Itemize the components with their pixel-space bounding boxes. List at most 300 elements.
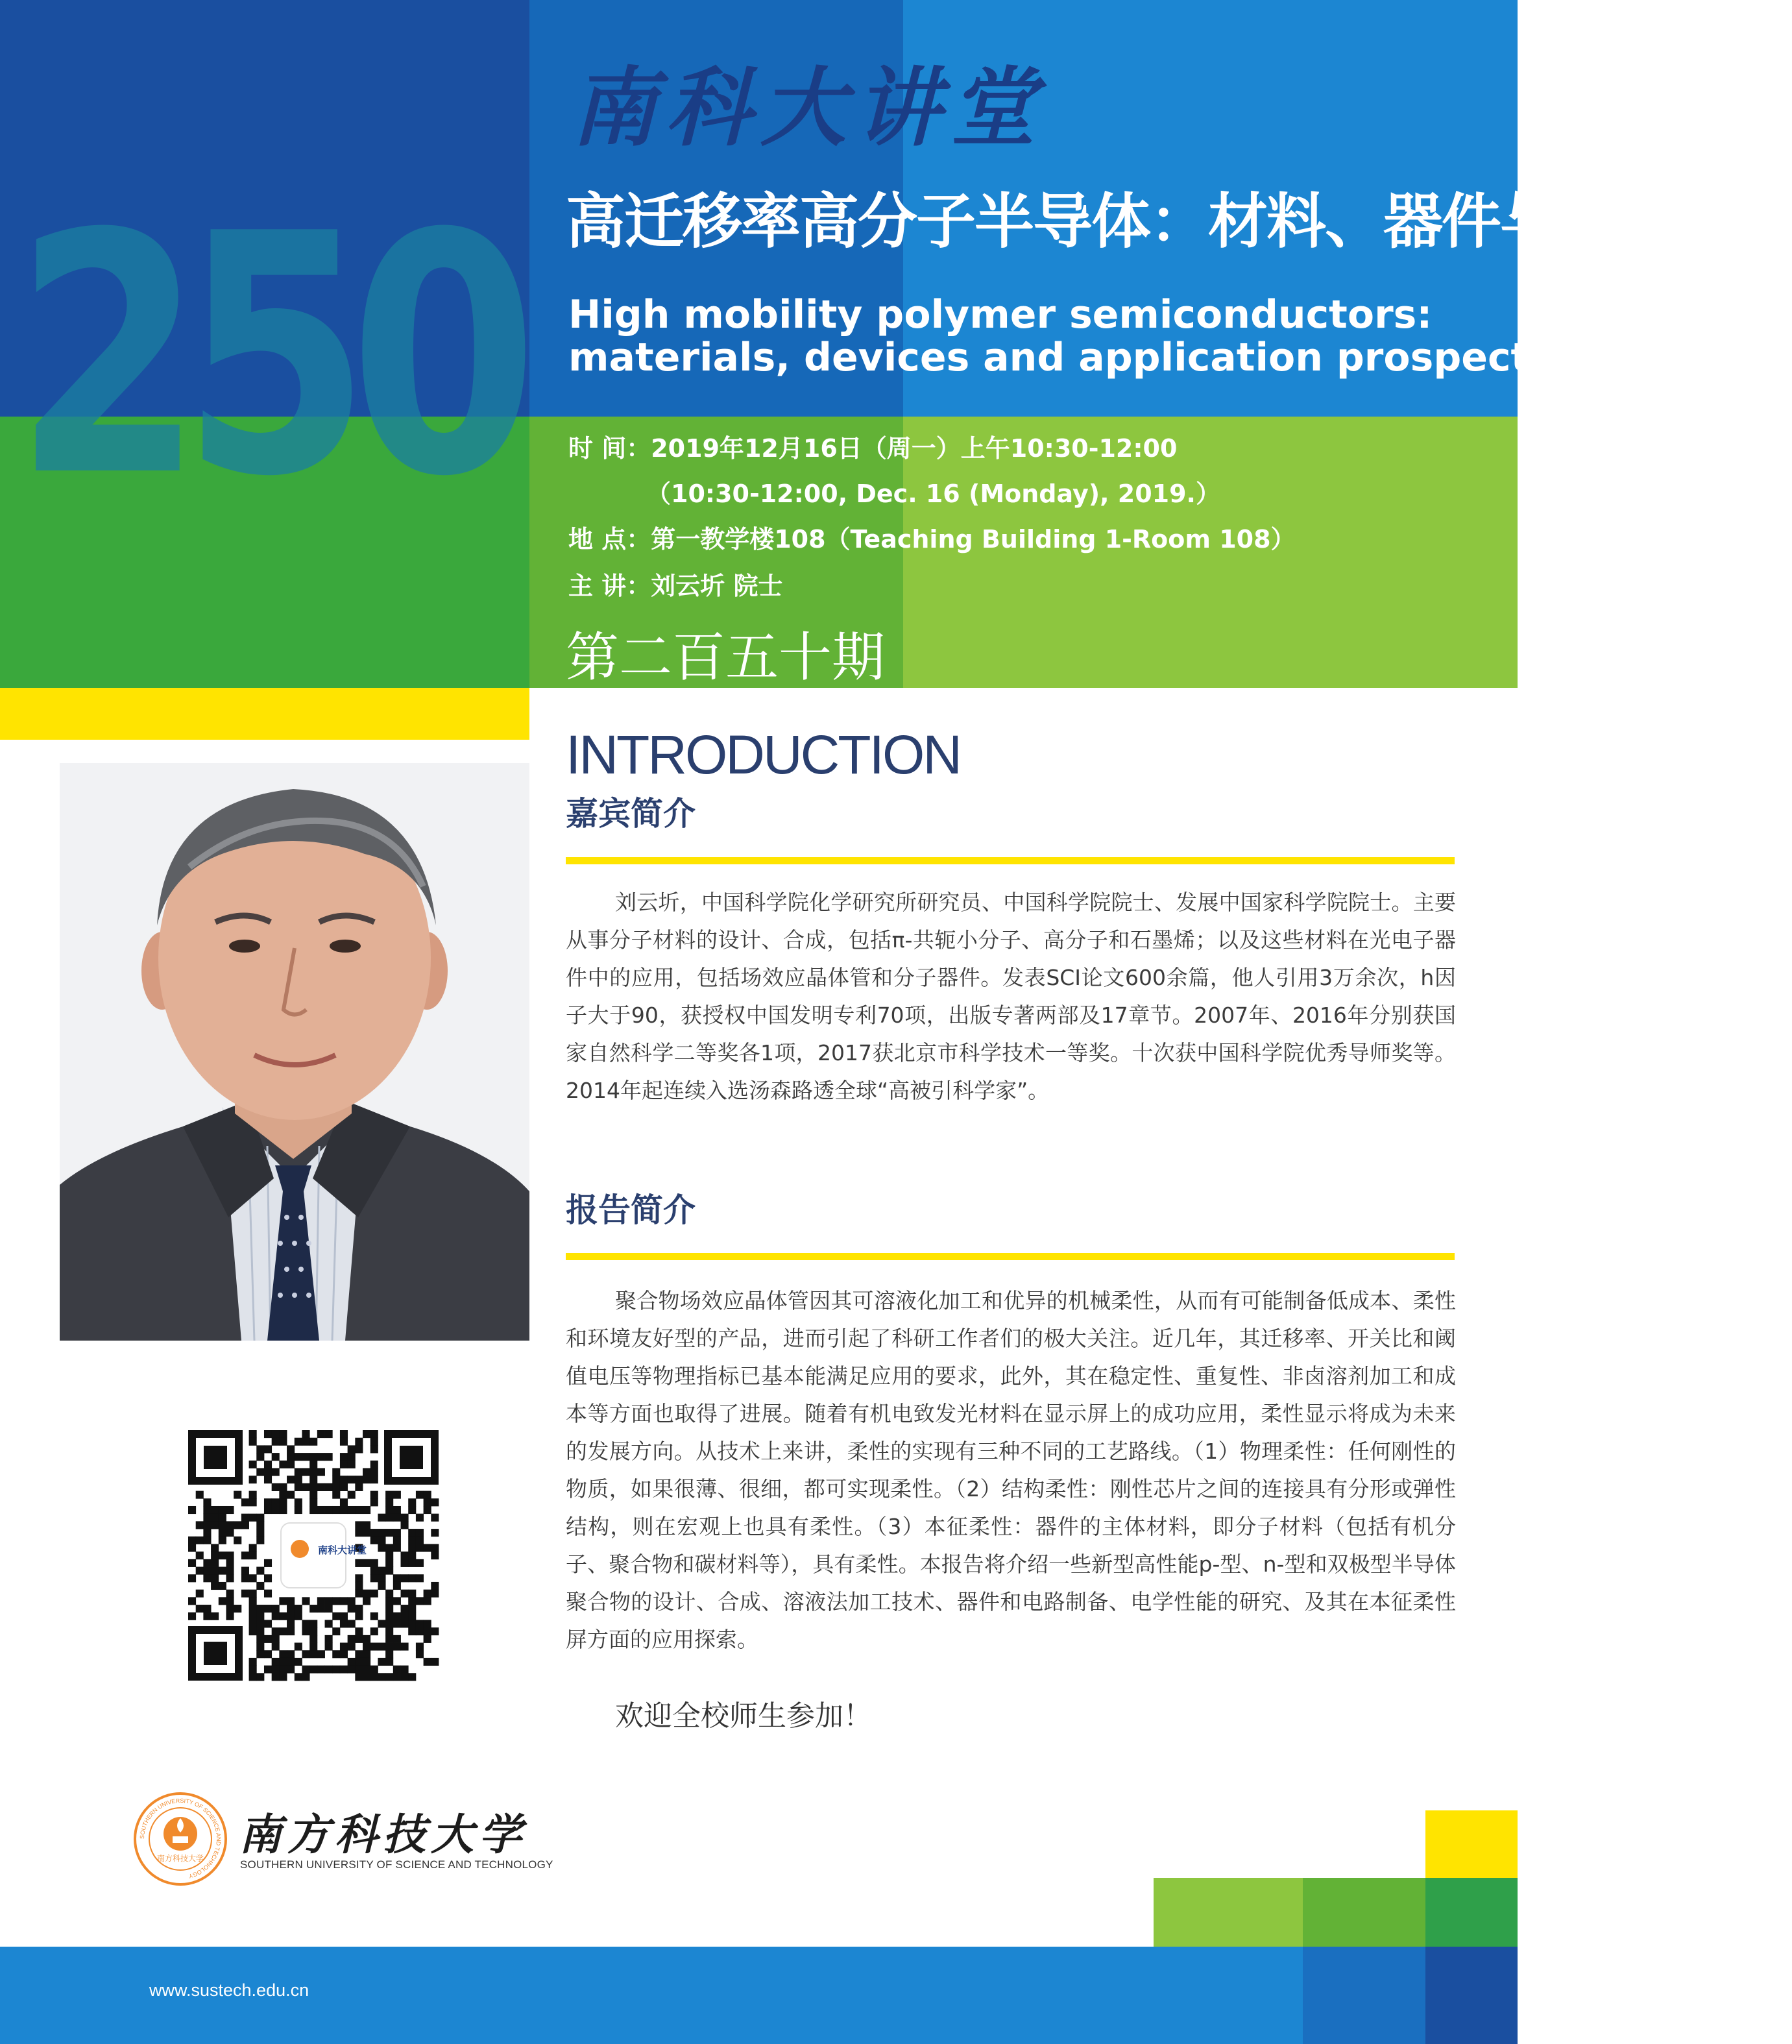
qr-module [393, 1529, 401, 1537]
qr-module [363, 1590, 370, 1598]
qr-module [309, 1506, 317, 1514]
qr-module [226, 1567, 234, 1575]
qr-module [363, 1650, 370, 1658]
qr-module [416, 1491, 424, 1499]
qr-module [370, 1476, 378, 1483]
qr-module [340, 1498, 348, 1506]
qr-center-label: 南科大讲堂 [318, 1544, 367, 1556]
qr-module [279, 1506, 287, 1514]
qr-module [355, 1650, 363, 1658]
qr-module [378, 1673, 385, 1681]
qr-module [287, 1650, 295, 1658]
event-speaker: 主 讲：刘云圻 院士 [568, 572, 783, 600]
qr-module [363, 1643, 370, 1651]
qr-module [256, 1468, 264, 1476]
qr-module [408, 1498, 416, 1506]
qr-module [264, 1430, 272, 1438]
qr-code [188, 1430, 439, 1681]
qr-module [226, 1605, 234, 1612]
qr-module [317, 1650, 325, 1658]
qr-module [188, 1537, 196, 1544]
qr-module [332, 1468, 340, 1476]
emblem-ring-text: SOUTHERN UNIVERSITY OF SCIENCE AND TECHNOLOGY [138, 1797, 223, 1880]
qr-module [264, 1498, 272, 1506]
qr-module [264, 1620, 272, 1627]
qr-module [226, 1590, 234, 1598]
qr-module [363, 1506, 370, 1514]
event-time: 时 间：2019年12月16日（周一）上午10:30-12:00 [568, 434, 1178, 463]
qr-module [256, 1529, 264, 1537]
qr-module [211, 1544, 219, 1551]
qr-module [287, 1666, 295, 1673]
qr-module [332, 1476, 340, 1483]
qr-module [431, 1627, 439, 1635]
qr-module [340, 1438, 348, 1446]
qr-module [203, 1574, 211, 1582]
qr-module [272, 1673, 280, 1681]
qr-module [385, 1590, 393, 1598]
qr-module [226, 1574, 234, 1582]
qr-module [340, 1506, 348, 1514]
qr-module [249, 1627, 257, 1635]
qr-module [408, 1537, 416, 1544]
qr-module [188, 1612, 196, 1620]
qr-module [393, 1537, 401, 1544]
qr-module [256, 1521, 264, 1529]
qr-module [408, 1559, 416, 1567]
qr-module [272, 1627, 280, 1635]
qr-module [355, 1529, 363, 1537]
qr-module [287, 1453, 295, 1461]
qr-module [264, 1574, 272, 1582]
website-link[interactable]: www.sustech.edu.cn [149, 1980, 309, 2000]
qr-module [309, 1453, 317, 1461]
qr-module [348, 1666, 356, 1673]
qr-module [211, 1559, 219, 1567]
qr-module [355, 1559, 363, 1567]
qr-module [401, 1574, 409, 1582]
qr-module [249, 1574, 257, 1582]
qr-module [249, 1438, 257, 1446]
qr-module [279, 1627, 287, 1635]
guest-intro-heading: 嘉宾简介 [566, 795, 696, 833]
qr-module [385, 1673, 393, 1681]
qr-module [256, 1635, 264, 1643]
qr-module [378, 1537, 385, 1544]
qr-module [196, 1590, 204, 1598]
qr-module [279, 1612, 287, 1620]
qr-module [203, 1506, 211, 1514]
qr-module [401, 1514, 409, 1522]
qr-module [408, 1673, 416, 1681]
qr-module [385, 1567, 393, 1575]
qr-module [249, 1673, 257, 1681]
qr-module [355, 1590, 363, 1598]
qr-module [188, 1506, 196, 1514]
qr-module [370, 1468, 378, 1476]
qr-module [370, 1430, 378, 1438]
qr-module [340, 1643, 348, 1651]
qr-module [279, 1491, 287, 1499]
qr-module [196, 1567, 204, 1575]
qr-module [325, 1483, 333, 1491]
qr-module [249, 1476, 257, 1483]
qr-module [340, 1476, 348, 1483]
qr-module [348, 1453, 356, 1461]
qr-module [325, 1506, 333, 1514]
qr-module [287, 1605, 295, 1612]
qr-module [256, 1612, 264, 1620]
qr-module [408, 1574, 416, 1582]
qr-module [332, 1627, 340, 1635]
qr-module [325, 1666, 333, 1673]
qr-module [401, 1521, 409, 1529]
qr-module [302, 1627, 309, 1635]
qr-module [370, 1438, 378, 1446]
qr-module [272, 1438, 280, 1446]
qr-module [355, 1605, 363, 1612]
qr-module [355, 1627, 363, 1635]
qr-module [378, 1582, 385, 1590]
qr-module [408, 1506, 416, 1514]
qr-module [219, 1551, 226, 1559]
qr-module [317, 1597, 325, 1605]
qr-module [279, 1430, 287, 1438]
qr-module [408, 1620, 416, 1627]
qr-module [370, 1673, 378, 1681]
qr-module [401, 1643, 409, 1651]
qr-module [226, 1612, 234, 1620]
qr-module [188, 1574, 196, 1582]
qr-module [317, 1666, 325, 1673]
qr-module [203, 1612, 211, 1620]
qr-module [424, 1506, 431, 1514]
qr-module [226, 1529, 234, 1537]
qr-module [203, 1521, 211, 1529]
qr-module [378, 1567, 385, 1575]
qr-module [363, 1666, 370, 1673]
qr-module [279, 1498, 287, 1506]
qr-module [211, 1567, 219, 1575]
qr-module [370, 1498, 378, 1506]
qr-module [302, 1483, 309, 1491]
qr-module [378, 1529, 385, 1537]
qr-module [363, 1673, 370, 1681]
qr-module [264, 1635, 272, 1643]
qr-module [295, 1498, 302, 1506]
qr-module [234, 1491, 241, 1499]
qr-module [295, 1643, 302, 1651]
footer-block-lime [1154, 1878, 1303, 1947]
qr-module [219, 1514, 226, 1522]
qr-module [348, 1506, 356, 1514]
qr-module [424, 1620, 431, 1627]
qr-module [264, 1666, 272, 1673]
qr-module [393, 1514, 401, 1522]
qr-module [370, 1627, 378, 1635]
qr-module [226, 1521, 234, 1529]
qr-module [249, 1658, 257, 1666]
qr-module [211, 1514, 219, 1522]
qr-module [272, 1658, 280, 1666]
qr-module [325, 1430, 333, 1438]
qr-module [249, 1491, 257, 1499]
qr-module [256, 1605, 264, 1612]
qr-module [385, 1498, 393, 1506]
qr-module [219, 1567, 226, 1575]
qr-module [203, 1559, 211, 1567]
qr-module [416, 1627, 424, 1635]
qr-module [385, 1597, 393, 1605]
qr-module [309, 1627, 317, 1635]
qr-module [355, 1438, 363, 1446]
qr-module [272, 1498, 280, 1506]
qr-module [211, 1506, 219, 1514]
qr-module [295, 1468, 302, 1476]
qr-module [256, 1537, 264, 1544]
qr-module [431, 1514, 439, 1522]
qr-module [385, 1612, 393, 1620]
qr-module [424, 1544, 431, 1551]
qr-module [264, 1506, 272, 1514]
qr-module [287, 1658, 295, 1666]
introduction-heading: INTRODUCTION [566, 724, 960, 785]
qr-module [309, 1635, 317, 1643]
qr-module [348, 1605, 356, 1612]
qr-module [340, 1650, 348, 1658]
qr-module [279, 1461, 287, 1468]
qr-module [385, 1544, 393, 1551]
qr-module [272, 1666, 280, 1673]
qr-module [424, 1597, 431, 1605]
qr-module [302, 1650, 309, 1658]
footer-block-deep-blue [1425, 1947, 1518, 2044]
qr-module [264, 1445, 272, 1453]
qr-module [256, 1673, 264, 1681]
qr-module [370, 1529, 378, 1537]
qr-module [431, 1529, 439, 1537]
qr-module [370, 1461, 378, 1468]
qr-module [309, 1491, 317, 1499]
qr-module [309, 1643, 317, 1651]
qr-module [363, 1476, 370, 1483]
title-english-line-1: High mobility polymer semiconductors: [568, 292, 1433, 337]
qr-module [234, 1605, 241, 1612]
qr-module [385, 1605, 393, 1612]
qr-module [363, 1559, 370, 1567]
qr-module [287, 1612, 295, 1620]
qr-module [424, 1658, 431, 1666]
qr-module [431, 1582, 439, 1590]
qr-module [249, 1551, 257, 1559]
qr-module [264, 1605, 272, 1612]
report-abstract: 聚合物场效应晶体管因其可溶液化加工和优异的机械柔性，从而有可能制备低成本、柔性和环境友好型的产品，进而引起了科研工作者们的极大关注。近几年，其迁移率、开关比和阈值电压等物理指标已基本能满足应用的要求，此外，其在稳定性、重复性、非卤溶剂加工和成本等方面也取得了进展。随着有机电致发光材料在显示屏上的成功应用，柔性显示将成为未来的发展方向。从技术上来讲，柔性的实现有三种不同的工艺路线。（1）物理柔性：任何刚性的物质，如果很薄、很细，都可实现柔性。（2）结构柔性：刚性芯片之间的连接具有分形或弹性结构，则在宏观上也具有柔性。（3）本征柔性：器件的主体材料，即分子材料（包括有机分子、聚合物和碳材料等），具有柔性。本报告将介绍一些新型高性能p-型、n-型和双极型半导体聚合物的设计、合成、溶液法加工技术、器件和电路制备、电学性能的研究、及其在本征柔性屏方面的应用探索。 [566, 1288, 1456, 1652]
qr-module [287, 1491, 295, 1499]
qr-module [393, 1544, 401, 1551]
qr-module [431, 1498, 439, 1506]
qr-module [295, 1658, 302, 1666]
qr-module [203, 1567, 211, 1575]
qr-module [302, 1597, 309, 1605]
qr-module [378, 1620, 385, 1627]
qr-module [385, 1643, 393, 1651]
welcome-message: 欢迎全校师生参加！ [615, 1699, 872, 1733]
qr-module [317, 1605, 325, 1612]
qr-module [317, 1468, 325, 1476]
qr-module [385, 1514, 393, 1522]
qr-module [378, 1643, 385, 1651]
qr-module [340, 1597, 348, 1605]
qr-module [408, 1605, 416, 1612]
qr-module [393, 1597, 401, 1605]
qr-module [416, 1574, 424, 1582]
qr-module [272, 1430, 280, 1438]
qr-module [211, 1582, 219, 1590]
qr-module [279, 1658, 287, 1666]
qr-module [264, 1650, 272, 1658]
qr-module [295, 1438, 302, 1446]
qr-module [393, 1673, 401, 1681]
qr-module [393, 1582, 401, 1590]
qr-module [272, 1643, 280, 1651]
qr-module [203, 1514, 211, 1522]
qr-module [378, 1658, 385, 1666]
qr-module [355, 1476, 363, 1483]
title-english-line-2: materials, devices and application prospects [568, 335, 1553, 380]
qr-module [332, 1650, 340, 1658]
qr-module [370, 1590, 378, 1598]
qr-module [348, 1635, 356, 1643]
qr-module [272, 1453, 280, 1461]
qr-module [355, 1658, 363, 1666]
qr-module [272, 1635, 280, 1643]
qr-module [309, 1483, 317, 1491]
qr-module [226, 1551, 234, 1559]
qr-module [295, 1673, 302, 1681]
qr-module [363, 1468, 370, 1476]
qr-module [401, 1590, 409, 1598]
qr-module [249, 1620, 257, 1627]
qr-module [256, 1650, 264, 1658]
qr-module [431, 1551, 439, 1559]
qr-module [249, 1590, 257, 1598]
qr-module [287, 1445, 295, 1453]
qr-module [332, 1597, 340, 1605]
qr-module [249, 1514, 257, 1522]
qr-module [393, 1612, 401, 1620]
qr-module [309, 1468, 317, 1476]
qr-module [393, 1491, 401, 1499]
section-divider [566, 1253, 1455, 1260]
qr-module [370, 1666, 378, 1673]
qr-module [385, 1620, 393, 1627]
qr-module [249, 1430, 257, 1438]
qr-module [401, 1620, 409, 1627]
qr-module [348, 1491, 356, 1499]
qr-module [348, 1461, 356, 1468]
qr-module [279, 1673, 287, 1681]
qr-module [226, 1559, 234, 1567]
qr-module [234, 1537, 241, 1544]
qr-module [385, 1635, 393, 1643]
qr-module [332, 1506, 340, 1514]
series-number: 250 [14, 164, 517, 549]
qr-module [211, 1612, 219, 1620]
qr-module [325, 1605, 333, 1612]
qr-module [264, 1559, 272, 1567]
qr-module [355, 1582, 363, 1590]
qr-module [355, 1673, 363, 1681]
qr-module [393, 1620, 401, 1627]
qr-module [385, 1506, 393, 1514]
qr-module [295, 1476, 302, 1483]
qr-module [424, 1627, 431, 1635]
qr-module [241, 1590, 249, 1598]
footer-block-yellow [1425, 1810, 1518, 1878]
qr-module [416, 1537, 424, 1544]
qr-module [370, 1612, 378, 1620]
qr-module [295, 1612, 302, 1620]
qr-module [188, 1559, 196, 1567]
qr-module [234, 1521, 241, 1529]
qr-module [370, 1574, 378, 1582]
qr-module [302, 1430, 309, 1438]
qr-module [287, 1597, 295, 1605]
qr-module [309, 1650, 317, 1658]
qr-module [416, 1643, 424, 1651]
footer-block-blue [1303, 1947, 1425, 2044]
qr-module [256, 1620, 264, 1627]
qr-module [196, 1521, 204, 1529]
qr-module [385, 1529, 393, 1537]
qr-module [256, 1567, 264, 1575]
qr-module [370, 1445, 378, 1453]
qr-module [256, 1514, 264, 1522]
qr-module [370, 1643, 378, 1651]
qr-module [385, 1491, 393, 1499]
report-intro-heading: 报告简介 [566, 1191, 696, 1229]
qr-module [317, 1506, 325, 1514]
qr-module [249, 1597, 257, 1605]
qr-module [279, 1650, 287, 1658]
qr-module [348, 1476, 356, 1483]
qr-module [355, 1574, 363, 1582]
qr-module [295, 1605, 302, 1612]
qr-module [408, 1612, 416, 1620]
footer-block-green [1425, 1878, 1518, 1947]
qr-module [203, 1537, 211, 1544]
qr-module [378, 1514, 385, 1522]
qr-module [256, 1643, 264, 1651]
qr-module [188, 1597, 196, 1605]
qr-module [256, 1445, 264, 1453]
university-emblem [134, 1792, 227, 1886]
event-place: 地 点：第一教学楼108（Teaching Building 1-Room 108） [568, 525, 1296, 554]
qr-module [340, 1453, 348, 1461]
qr-module [325, 1643, 333, 1651]
qr-module [309, 1476, 317, 1483]
qr-module [211, 1551, 219, 1559]
qr-module [279, 1438, 287, 1446]
qr-module [272, 1612, 280, 1620]
qr-module [363, 1430, 370, 1438]
qr-module [272, 1483, 280, 1491]
qr-module [309, 1438, 317, 1446]
qr-module [431, 1658, 439, 1666]
qr-module [408, 1597, 416, 1605]
qr-module [416, 1514, 424, 1522]
qr-module [348, 1643, 356, 1651]
